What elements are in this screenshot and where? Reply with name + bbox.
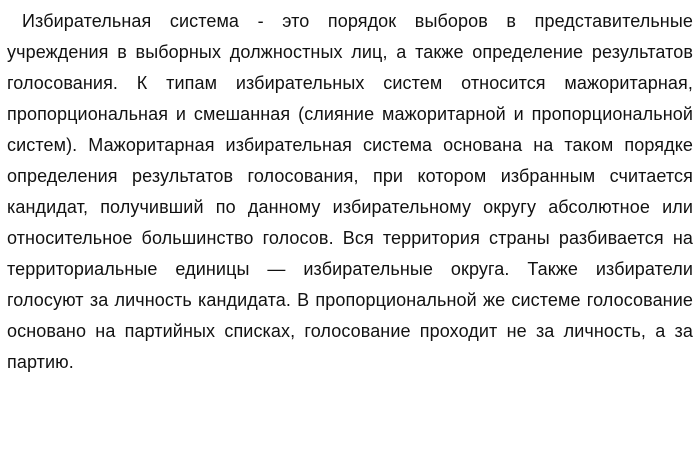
- document-page: [7, 6, 693, 378]
- body-paragraph: Избирательная система - это порядок выборов в представительные учреждения в выборных должностных лиц, а также определение результатов голосования. К типам избирательных систем относится мажоритарная, пропорциональная и смешанная (слияние мажоритарной и пропорциональной систем). Мажоритарная избирательная система основана на таком порядке определения результатов голосования, при котором избранным считается кандидат, получивший по данному избирательному округу абсолютное или относительное большинство голосов. Вся территория страны разбивается на территориальные единицы — избирательные округа. Также избиратели голосуют за личность кандидата. В пропорциональной же системе голосование основано на партийных списках, голосование проходит не за личность, а за партию.: [7, 11, 693, 372]
